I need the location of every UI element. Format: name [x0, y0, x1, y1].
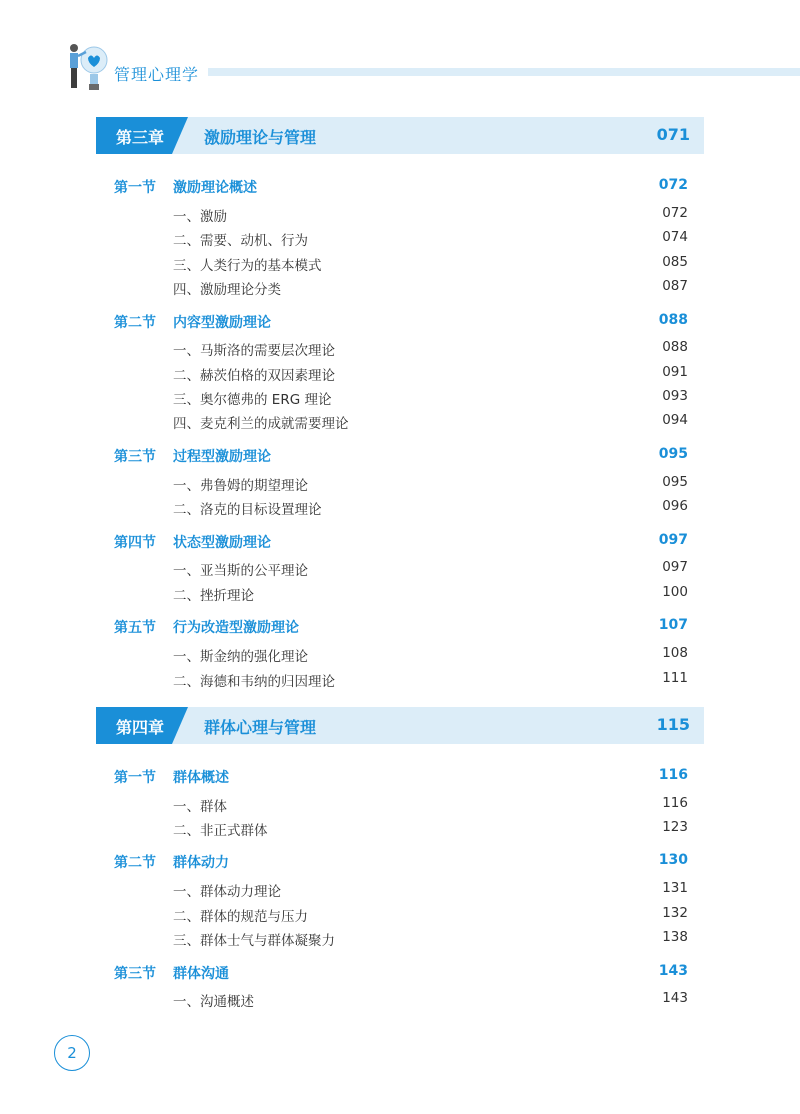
section-number: 第一节: [114, 770, 156, 786]
item-page: 108: [662, 645, 688, 661]
section-entry[interactable]: [0, 617, 800, 637]
toc-item[interactable]: [0, 474, 800, 494]
section-number: 第四节: [114, 535, 156, 551]
item-page: 123: [662, 819, 688, 835]
chapter-banner: [96, 117, 704, 154]
page-number: 2: [67, 1044, 77, 1062]
item-title: 二、群体的规范与压力: [173, 909, 308, 925]
toc-item[interactable]: [0, 498, 800, 518]
chapter-number: 第三章: [116, 128, 165, 147]
toc-item[interactable]: [0, 278, 800, 298]
section-page: 097: [658, 532, 688, 548]
toc-item[interactable]: [0, 819, 800, 839]
item-title: 一、弗鲁姆的期望理论: [173, 478, 308, 494]
item-page: 095: [662, 474, 688, 490]
item-page: 093: [662, 388, 688, 404]
toc-item[interactable]: [0, 388, 800, 408]
section-entry[interactable]: [0, 532, 800, 552]
page-number-badge: [54, 1035, 90, 1071]
toc-item[interactable]: [0, 339, 800, 359]
item-title: 一、沟通概述: [173, 994, 254, 1010]
item-title: 二、需要、动机、行为: [173, 233, 308, 249]
item-page: 111: [662, 670, 688, 686]
section-entry[interactable]: [0, 963, 800, 983]
item-page: 097: [662, 559, 688, 575]
header-divider-band: [208, 68, 800, 76]
toc-item[interactable]: [0, 670, 800, 690]
toc-item[interactable]: [0, 645, 800, 665]
item-page: 138: [662, 929, 688, 945]
chapter-title: 群体心理与管理: [204, 718, 317, 737]
item-title: 二、非正式群体: [173, 823, 268, 839]
toc-item[interactable]: [0, 254, 800, 274]
running-header: [0, 40, 800, 100]
book-title: 管理心理学: [114, 65, 200, 84]
item-page: 091: [662, 364, 688, 380]
section-number: 第三节: [114, 966, 156, 982]
toc-item[interactable]: [0, 929, 800, 949]
toc-item[interactable]: [0, 795, 800, 815]
chapter-number: 第四章: [116, 718, 165, 737]
chapter-heading[interactable]: [96, 117, 704, 154]
item-page: 088: [662, 339, 688, 355]
toc-item[interactable]: [0, 584, 800, 604]
item-page: 116: [662, 795, 688, 811]
item-title: 二、赫茨伯格的双因素理论: [173, 368, 335, 384]
chapter-page: 071: [656, 125, 690, 144]
item-page: 131: [662, 880, 688, 896]
toc-item[interactable]: [0, 559, 800, 579]
toc-item[interactable]: [0, 364, 800, 384]
section-page: 088: [658, 312, 688, 328]
toc-item[interactable]: [0, 412, 800, 432]
item-page: 074: [662, 229, 688, 245]
section-entry[interactable]: [0, 312, 800, 332]
item-page: 096: [662, 498, 688, 514]
toc-item[interactable]: [0, 905, 800, 925]
item-title: 一、群体: [173, 799, 227, 815]
section-title: 群体概述: [173, 770, 229, 786]
item-title: 一、斯金纳的强化理论: [173, 649, 308, 665]
item-title: 二、海德和韦纳的归因理论: [173, 674, 335, 690]
chapter-heading[interactable]: [96, 707, 704, 744]
item-title: 三、群体士气与群体凝聚力: [173, 933, 335, 949]
item-page: 094: [662, 412, 688, 428]
section-number: 第二节: [114, 315, 156, 331]
section-title: 群体沟通: [173, 966, 229, 982]
item-page: 072: [662, 205, 688, 221]
section-number: 第五节: [114, 620, 156, 636]
item-title: 四、麦克利兰的成就需要理论: [173, 416, 349, 432]
section-page: 107: [658, 617, 688, 633]
section-entry[interactable]: [0, 852, 800, 872]
item-title: 一、群体动力理论: [173, 884, 281, 900]
toc-item[interactable]: [0, 229, 800, 249]
section-number: 第二节: [114, 855, 156, 871]
section-title: 群体动力: [173, 855, 229, 871]
chapter-banner: [96, 707, 704, 744]
section-page: 072: [658, 177, 688, 193]
toc-item[interactable]: [0, 880, 800, 900]
item-title: 一、激励: [173, 209, 227, 225]
item-page: 087: [662, 278, 688, 294]
section-entry[interactable]: [0, 177, 800, 197]
section-page: 095: [658, 446, 688, 462]
person-with-heart-bulb-icon: [62, 42, 118, 94]
item-page: 085: [662, 254, 688, 270]
section-page: 143: [658, 963, 688, 979]
item-title: 一、马斯洛的需要层次理论: [173, 343, 335, 359]
item-title: 三、人类行为的基本模式: [173, 258, 322, 274]
item-page: 100: [662, 584, 688, 600]
toc-item[interactable]: [0, 990, 800, 1010]
section-title: 过程型激励理论: [173, 449, 271, 465]
section-title: 内容型激励理论: [173, 315, 271, 331]
toc-item[interactable]: [0, 205, 800, 225]
item-page: 132: [662, 905, 688, 921]
item-page: 143: [662, 990, 688, 1006]
item-title: 四、激励理论分类: [173, 282, 281, 298]
section-number: 第一节: [114, 180, 156, 196]
item-title: 三、奥尔德弗的 ERG 理论: [173, 392, 332, 408]
section-title: 行为改造型激励理论: [173, 620, 299, 636]
section-title: 状态型激励理论: [173, 535, 271, 551]
section-page: 130: [658, 852, 688, 868]
item-title: 一、亚当斯的公平理论: [173, 563, 308, 579]
section-entry[interactable]: [0, 767, 800, 787]
section-number: 第三节: [114, 449, 156, 465]
section-entry[interactable]: [0, 446, 800, 466]
section-title: 激励理论概述: [173, 180, 257, 196]
section-page: 116: [658, 767, 688, 783]
item-title: 二、洛克的目标设置理论: [173, 502, 322, 518]
chapter-page: 115: [656, 715, 690, 734]
chapter-title: 激励理论与管理: [204, 128, 317, 147]
item-title: 二、挫折理论: [173, 588, 254, 604]
